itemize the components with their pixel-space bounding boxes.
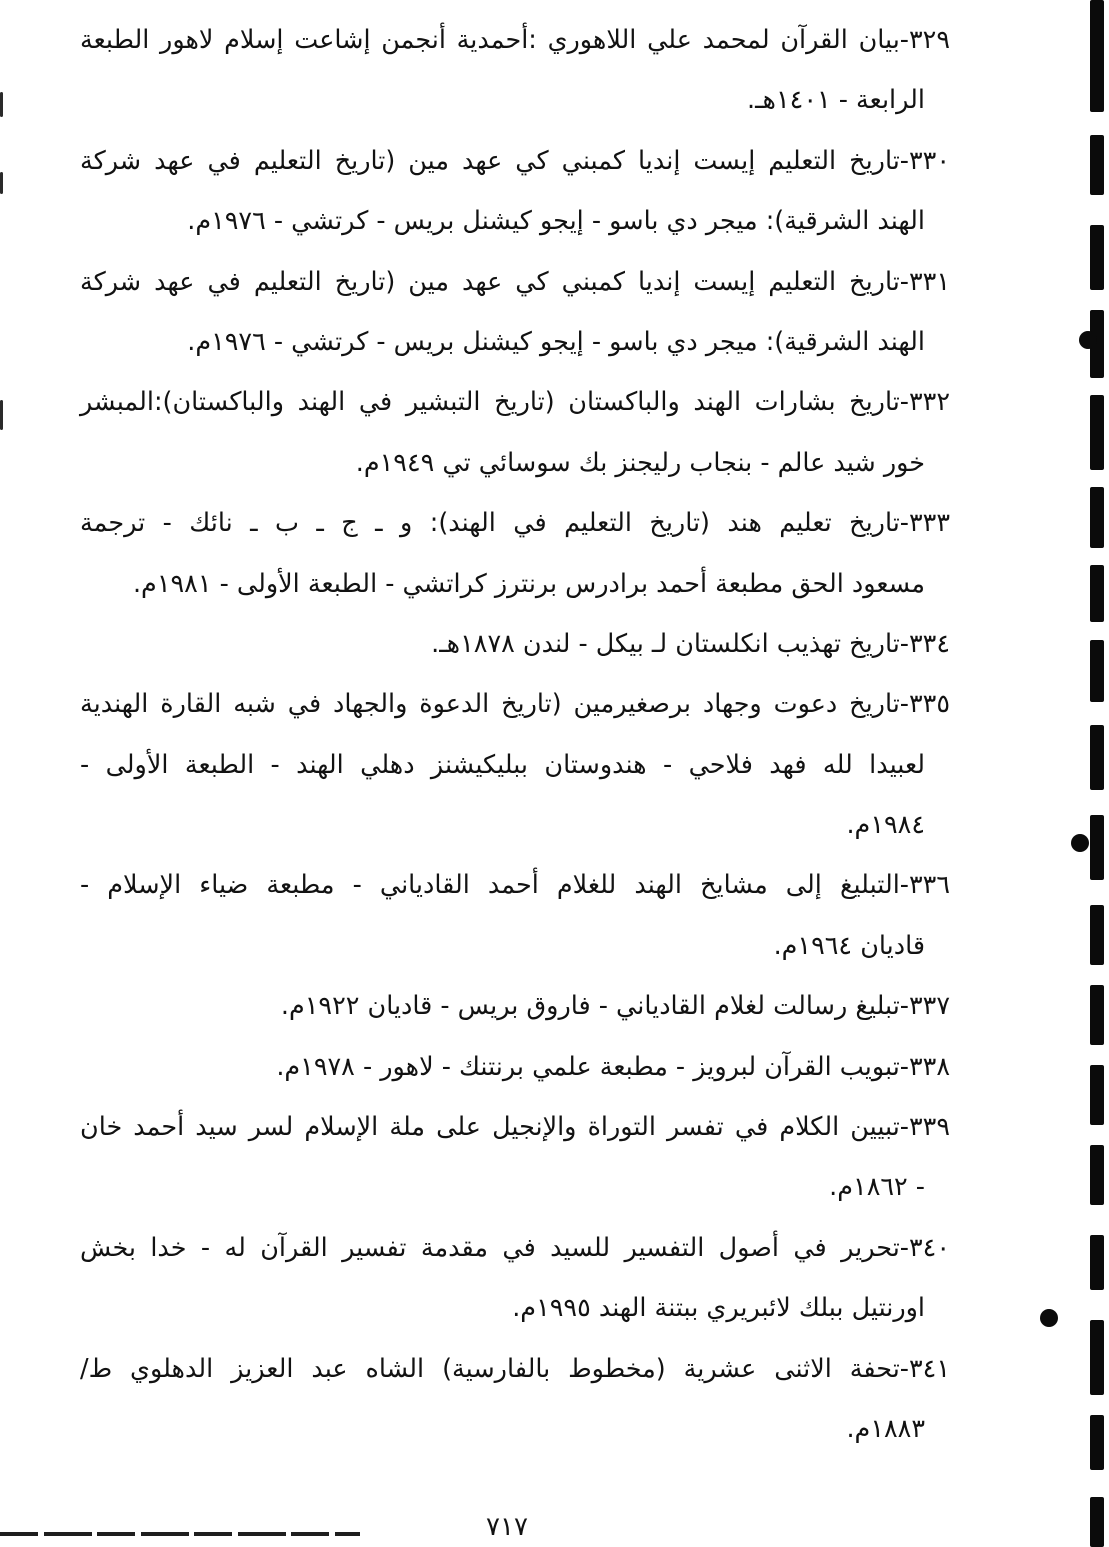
entry-line bbox=[80, 1097, 950, 1157]
entry-line bbox=[80, 976, 950, 1036]
entry-number: ٣٣٠- bbox=[899, 145, 950, 176]
entry-line bbox=[80, 372, 950, 432]
entry-line bbox=[80, 131, 950, 191]
entry-number: ٣٣٥- bbox=[899, 689, 950, 720]
bibliography-list bbox=[80, 10, 950, 1459]
entry-text: تاريخ تهذيب انكلستان لـ بيكل - لندن ١٨٧٨هـ. bbox=[431, 628, 900, 659]
binding-mark bbox=[1090, 815, 1104, 880]
entry-line: الهند الشرقية): ميجر دي باسو - إيجو كيشنل بريس - كرتشي - ١٩٧٦م. bbox=[187, 206, 925, 237]
bibliography-entry bbox=[80, 131, 950, 252]
scan-edge-line bbox=[0, 1532, 360, 1536]
bibliography-entry bbox=[80, 1339, 950, 1460]
bibliography-entry bbox=[80, 614, 950, 674]
entry-number: ٣٣٧- bbox=[899, 991, 950, 1022]
entry-number: ٣٤١- bbox=[899, 1353, 950, 1384]
entry-text: تبليغ رسالت لغلام القادياني - فاروق بريس - قاديان ١٩٢٢م. bbox=[280, 991, 900, 1022]
entry-line: خور شيد عالم - بنجاب رليجنز بك سوسائي تي ١٩٤٩م. bbox=[355, 447, 925, 478]
entry-line: الرابعة - ١٤٠١هـ. bbox=[747, 85, 925, 116]
bibliography-entry bbox=[80, 1218, 950, 1339]
entry-line bbox=[80, 10, 950, 70]
punch-hole bbox=[1071, 834, 1089, 852]
entry-line: قاديان ١٩٦٤م. bbox=[773, 930, 925, 961]
binding-mark bbox=[1090, 565, 1104, 622]
binding-mark bbox=[1090, 487, 1104, 548]
binding-mark bbox=[1090, 1497, 1104, 1547]
bibliography-entry bbox=[80, 976, 950, 1036]
entry-text: تبويب القرآن لبرويز - مطبعة علمي برنتنك - لاهور - ١٩٧٨م. bbox=[276, 1051, 900, 1082]
binding-mark bbox=[1090, 0, 1104, 112]
scan-mark bbox=[0, 400, 3, 430]
entry-text: تاريخ التعليم إيست إنديا كمبني كي عهد مين (تاريخ التعليم في عهد شركة bbox=[80, 145, 900, 176]
entry-line: مسعود الحق مطبعة أحمد برادرس برنترز كراتشي - الطبعة الأولى - ١٩٨١م. bbox=[132, 568, 925, 599]
entry-number: ٣٣٨- bbox=[899, 1051, 950, 1082]
page-number: ٧١٧ bbox=[486, 1512, 528, 1542]
bibliography-entry bbox=[80, 855, 950, 976]
punch-hole bbox=[1079, 331, 1097, 349]
binding-mark bbox=[1090, 1145, 1104, 1205]
entry-line bbox=[80, 674, 950, 734]
entry-line: - ١٨٦٢م. bbox=[829, 1172, 925, 1203]
punch-hole bbox=[1040, 1309, 1058, 1327]
scan-mark bbox=[0, 92, 3, 117]
entry-number: ٣٣١- bbox=[899, 266, 950, 297]
binding-mark bbox=[1090, 640, 1104, 702]
binding-mark bbox=[1090, 985, 1104, 1045]
binding-mark bbox=[1090, 1320, 1104, 1395]
entry-line: ١٩٨٤م. bbox=[846, 810, 925, 841]
entry-line bbox=[80, 493, 950, 553]
bibliography-entry bbox=[80, 10, 950, 131]
entry-text: التبليغ إلى مشايخ الهند للغلام أحمد القادياني - مطبعة ضياء الإسلام - bbox=[80, 870, 900, 901]
bibliography-entry bbox=[80, 493, 950, 614]
binding-mark bbox=[1090, 135, 1104, 195]
entry-number: ٣٣٤- bbox=[899, 628, 950, 659]
entry-line: الهند الشرقية): ميجر دي باسو - إيجو كيشنل بريس - كرتشي - ١٩٧٦م. bbox=[187, 326, 925, 357]
entry-text: تاريخ تعليم هند (تاريخ التعليم في الهند): و ـ ج ـ ب ـ نائك - ترجمة bbox=[80, 508, 900, 539]
entry-number: ٣٣٢- bbox=[899, 387, 950, 418]
binding-mark bbox=[1090, 1415, 1104, 1470]
entry-line bbox=[80, 1339, 950, 1399]
entry-number: ٣٣٦- bbox=[899, 870, 950, 901]
entry-line bbox=[80, 1218, 950, 1278]
entry-line bbox=[80, 614, 950, 674]
binding-mark bbox=[1090, 225, 1104, 290]
entry-line: ١٨٨٣م. bbox=[846, 1413, 925, 1444]
entry-line: اورنتيل ببلك لائبريري ببتنة الهند ١٩٩٥م. bbox=[512, 1293, 925, 1324]
bibliography-entry bbox=[80, 372, 950, 493]
entry-text: بيان القرآن لمحمد علي اللاهوري :أحمدية أنجمن إشاعت إسلام لاهور الطبعة bbox=[80, 25, 900, 55]
binding-mark bbox=[1090, 905, 1104, 965]
entry-number: ٣٢٩- bbox=[899, 25, 950, 55]
bibliography-entry bbox=[80, 1097, 950, 1218]
entry-text: تحفة الاثنى عشرية (مخطوط بالفارسية) الشاه عبد العزيز الدهلوي ط/ bbox=[80, 1353, 900, 1384]
entry-line bbox=[80, 855, 950, 915]
entry-text: تاريخ دعوت وجهاد برصغيرمين (تاريخ الدعوة والجهاد في شبه القارة الهندية bbox=[80, 689, 900, 720]
entry-line: لعبيدا لله فهد فلاحي - هندوستان ببليكيشنز دهلي الهند - الطبعة الأولى - bbox=[80, 749, 925, 780]
scan-mark bbox=[0, 172, 3, 194]
entry-text: تاريخ التعليم إيست إنديا كمبني كي عهد مين (تاريخ التعليم في عهد شركة bbox=[80, 266, 900, 297]
entry-number: ٣٣٩- bbox=[899, 1112, 950, 1143]
binding-mark bbox=[1090, 725, 1104, 790]
entry-number: ٣٤٠- bbox=[899, 1232, 950, 1263]
entry-number: ٣٣٣- bbox=[899, 508, 950, 539]
bibliography-entry bbox=[80, 1037, 950, 1097]
bibliography-entry bbox=[80, 674, 950, 855]
bibliography-entry bbox=[80, 252, 950, 373]
entry-text: تبيين الكلام في تفسر التوراة والإنجيل على ملة الإسلام لسر سيد أحمد خان bbox=[80, 1112, 900, 1143]
entry-line bbox=[80, 1037, 950, 1097]
binding-mark bbox=[1090, 1235, 1104, 1290]
binding-mark bbox=[1090, 395, 1104, 470]
binding-mark bbox=[1090, 1065, 1104, 1125]
entry-line bbox=[80, 252, 950, 312]
entry-text: تاريخ بشارات الهند والباكستان (تاريخ التبشير في الهند والباكستان):المبشر bbox=[80, 387, 900, 418]
entry-text: تحرير في أصول التفسير للسيد في مقدمة تفسير القرآن له - خدا بخش bbox=[80, 1232, 900, 1263]
